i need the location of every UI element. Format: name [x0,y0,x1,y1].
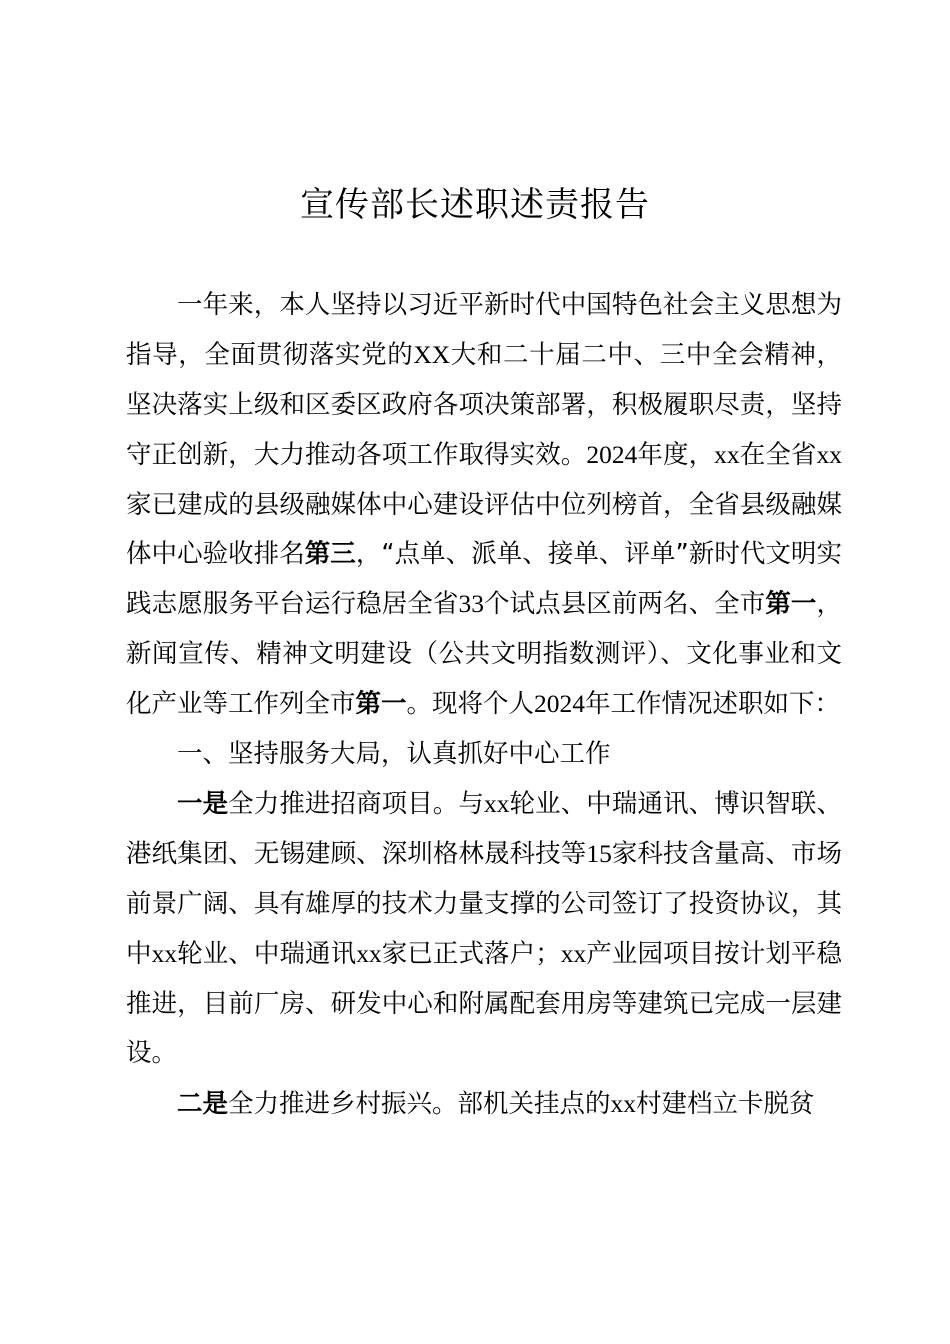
intro-paragraph [126,281,842,730]
number-run: xx [714,440,740,470]
document-body [126,281,842,1129]
text-run: 产业园项目按计划平稳推进，目前厂房、研发中心和附属配套用房等建筑已完成一层建设。 [126,939,842,1069]
number-run: xx [151,939,178,969]
text-run: 轮业、中瑞通讯、博识智联、港纸集团、无锡建顾、深圳格林晟科技等 [126,789,842,870]
number-run: 2024 [586,440,638,470]
item-lead: 一是 [177,789,229,820]
number-run: 33 [458,589,484,619]
text-run: 。现将个人 [406,689,535,720]
bold-run: 第三 [304,539,356,570]
text-run: 全力推进乡村振兴。部机关挂点的 [228,1088,611,1119]
number-run: xx [560,939,587,969]
item-two-paragraph [126,1079,842,1129]
text-run: 一年来，本人坚持以习近平新时代中国特色社会主义思想为指导，全面贯彻落实党的 [126,290,842,371]
text-run: 个试点县区前两名、全市 [483,589,766,620]
number-run: xx [356,939,382,969]
text-run: 年度， [637,440,715,471]
text-run: 全力推进招商项目。与 [228,789,484,820]
text-run: ，“点单、派单、接单、评单”新时代文明实践志愿服务平台运行稳居全省 [126,539,842,620]
number-run: 15 [586,839,612,869]
number-run: 2024 [534,689,586,719]
bold-run: 第一 [355,689,407,720]
document-title: 宣传部长述职述责报告 [300,185,650,225]
item-one-paragraph [126,779,842,1078]
text-run: 轮业、中瑞通讯 [177,939,357,970]
number-run: XX [413,340,451,370]
number-run: xx [483,789,510,819]
number-run: xx [816,440,842,470]
text-run: 年工作情况述职如下： [585,689,841,720]
number-run: xx [610,1088,637,1118]
text-run: 家科技含量高、市场前景广阔、具有雄厚的技术力量支撑的公司签订了投资协议，其中 [126,839,842,970]
text-run: 在全省 [739,440,817,471]
text-run: 大和二十届二中、三中全会精神，坚决落实上级和区委区政府各项决策部署，积极履职尽责，坚持守正创新，大力推动各项工作取得实效。 [126,340,842,471]
text-run: 家已建成的县级融媒体中心建设评估中位列榜首，全省县级融媒体中心验收排名 [126,489,842,570]
text-run: 村建档立卡脱贫 [636,1088,815,1119]
bold-run: 第一 [765,589,817,620]
text-run: ，新闻宣传、精神文明建设（公共文明指数测评）、文化事业和文化产业等工作列全市 [126,589,842,720]
section-heading: 一、坚持服务大局，认真抓好中心工作 [177,738,611,769]
text-run: 家已正式落户； [381,939,561,970]
item-lead: 二是 [177,1088,229,1119]
